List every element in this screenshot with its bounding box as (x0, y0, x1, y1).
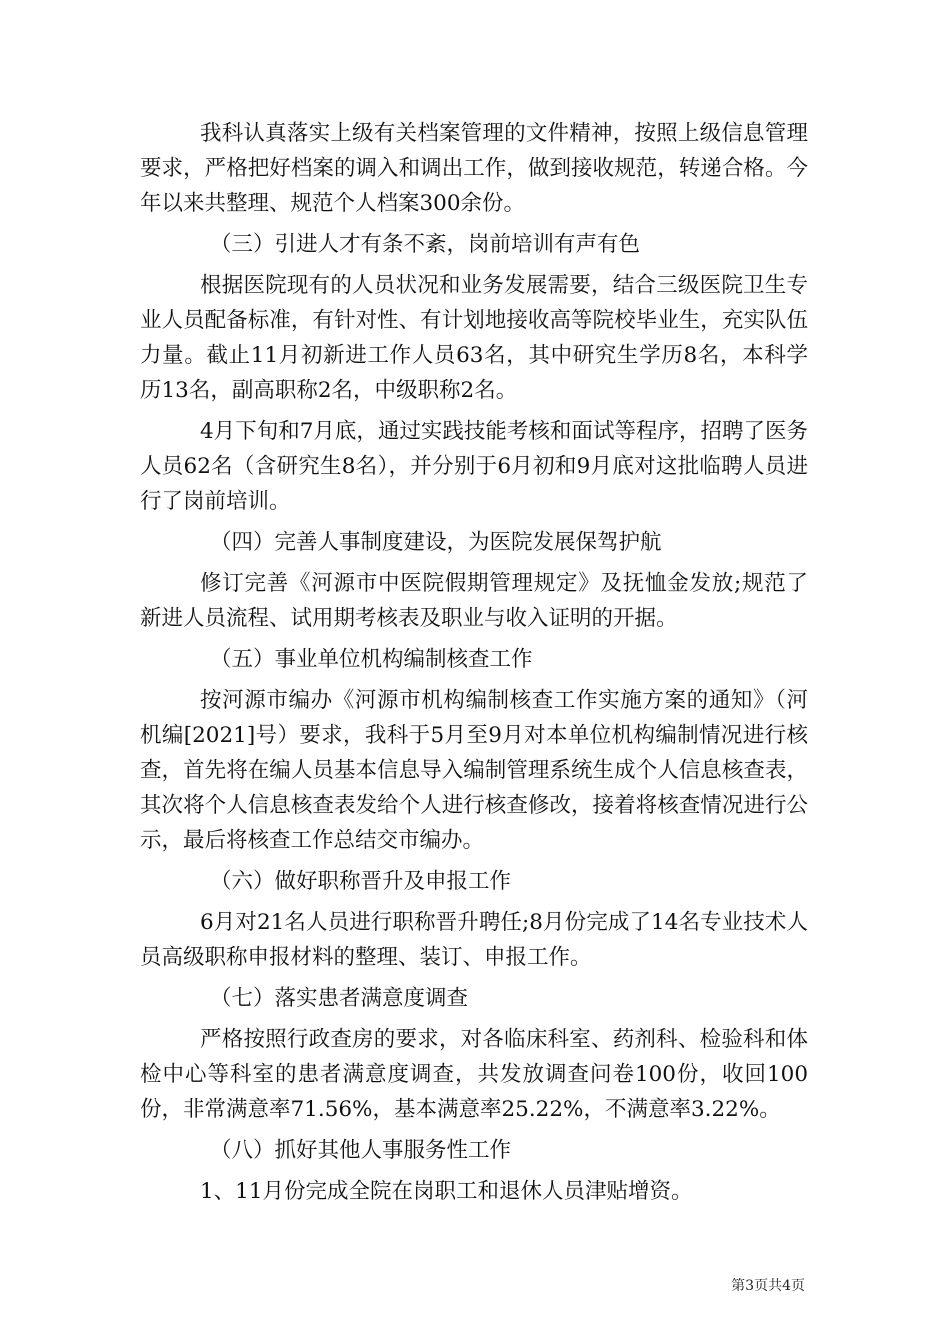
paragraph-regulations: 修订完善《河源市中医院假期管理规定》及抚恤金发放;规范了新进人员流程、试用期考核表及职业与收入证明的开据。 (140, 571, 808, 631)
section-heading-4: （四）完善人事制度建设，为医院发展保驾护航 (210, 530, 662, 555)
paragraph-satisfaction: 严格按照行政查房的要求，对各临床科室、药剂科、检验科和体检中心等科室的患者满意度调查，共发放调查问卷100份，收回100份，非常满意率71.56%，基本满意率25.22%，不满意率3.22%。 (140, 1027, 808, 1122)
section-heading-7: （七）落实患者满意度调查 (210, 986, 469, 1011)
section-heading-3: （三）引进人才有条不紊，岗前培训有声有色 (210, 232, 641, 257)
document-body (140, 116, 808, 1215)
paragraph-titles: 6月对21名人员进行职称晋升聘任;8月份完成了14名专业技术人员高级职称申报材料的整理、装订、申报工作。 (140, 910, 808, 970)
section-heading-6: （六）做好职称晋升及申报工作 (210, 869, 512, 894)
paragraph-staffing-check: 按河源市编办《河源市机构编制核查工作实施方案的通知》（河机编[2021]号）要求，我科于5月至9月对本单位机构编制情况进行核查，首先将在编人员基本信息导入编制管理系统生成个人信息核查表，其次将个人信息核查表发给个人进行核查修改，接着将核查情况进行公示，最后将核查工作总结交市编办。 (140, 688, 808, 853)
paragraph-allowance: 1、11月份完成全院在岗职工和退休人员津贴增资。 (200, 1179, 693, 1204)
paragraph-training: 4月下旬和7月底，通过实践技能考核和面试等程序，招聘了医务人员62名（含研究生8名），并分别于6月初和9月底对这批临聘人员进行了岗前培训。 (140, 419, 808, 514)
paragraph-recruitment: 根据医院现有的人员状况和业务发展需要，结合三级医院卫生专业人员配备标准，有针对性、有计划地接收高等院校毕业生，充实队伍力量。截止11月初新进工作人员63名，其中研究生学历8名，本科学历13名，副高职称2名，中级职称2名。 (140, 273, 808, 403)
section-heading-8: （八）抓好其他人事服务性工作 (210, 1138, 512, 1163)
section-heading-5: （五）事业单位机构编制核查工作 (210, 647, 533, 672)
page-number: 第3页共4页 (731, 1278, 805, 1294)
paragraph-archives: 我科认真落实上级有关档案管理的文件精神，按照上级信息管理要求，严格把好档案的调入和调出工作，做到接收规范，转递合格。今年以来共整理、规范个人档案300余份。 (140, 121, 808, 216)
